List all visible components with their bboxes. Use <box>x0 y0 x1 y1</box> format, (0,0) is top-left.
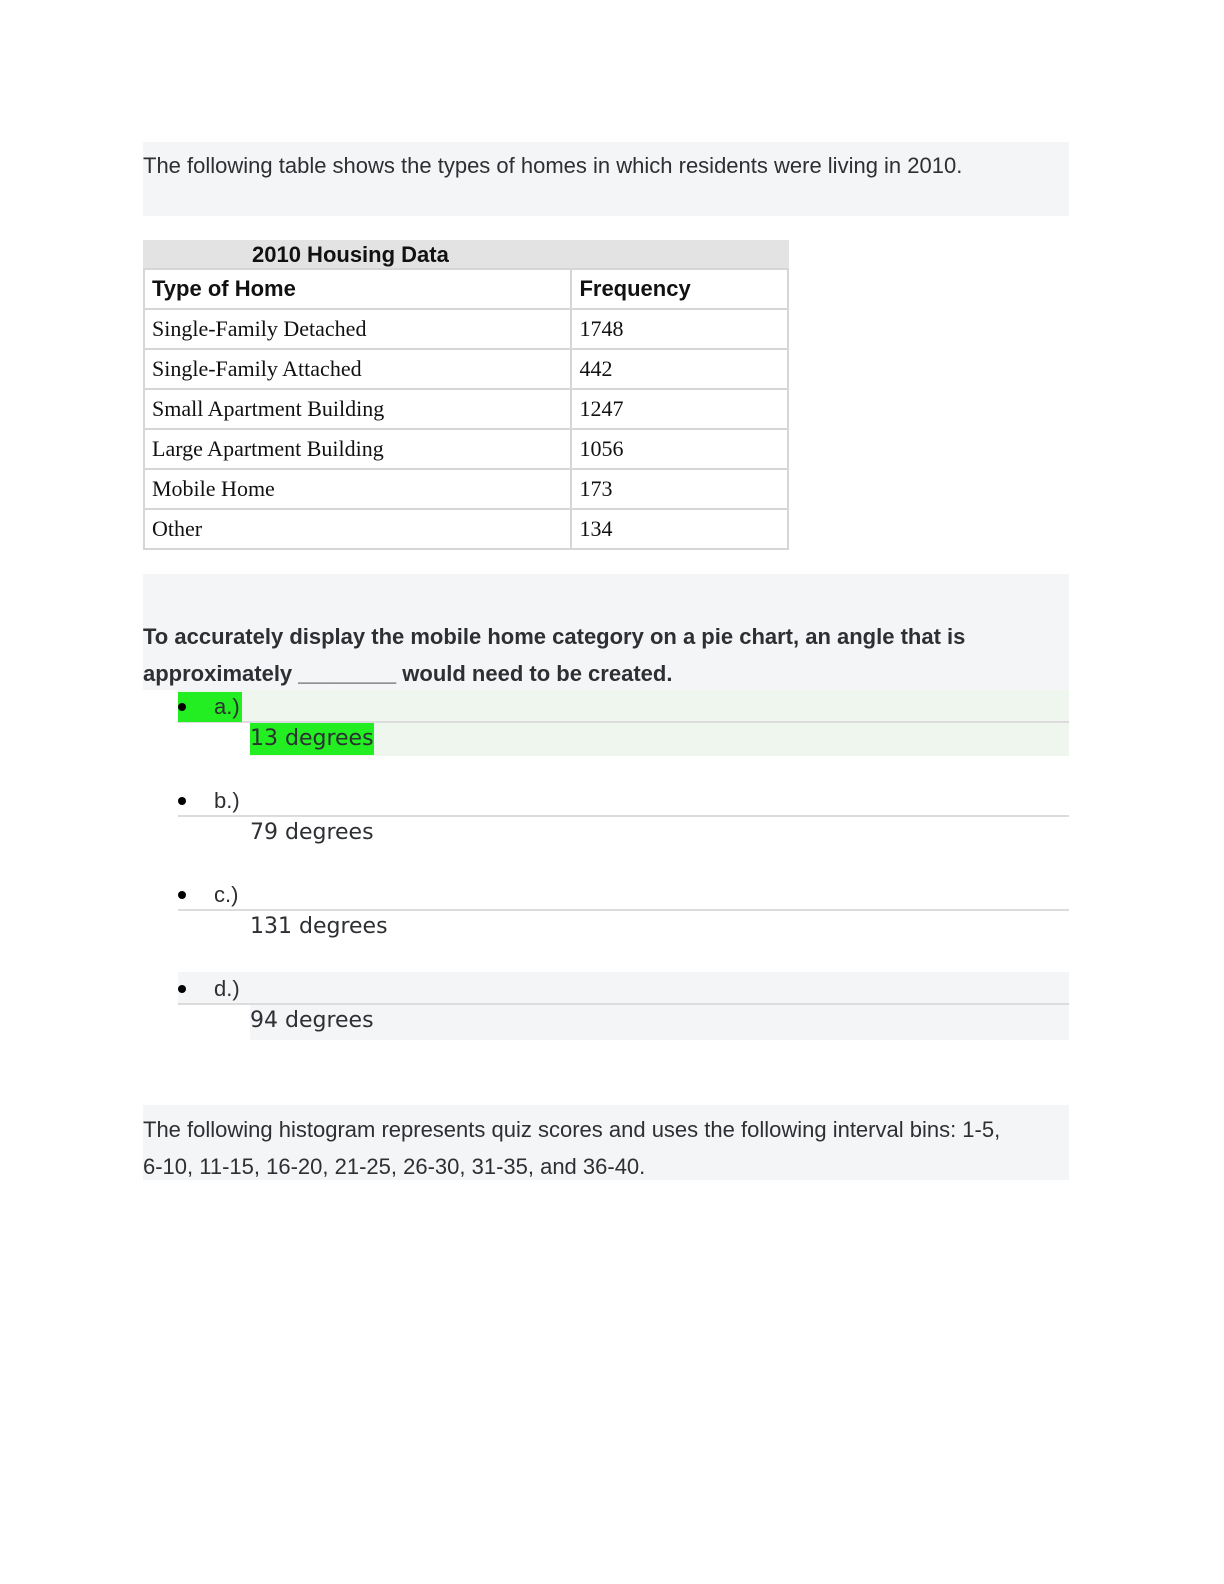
bullet-icon <box>178 797 186 805</box>
row-frequency: 173 <box>571 469 788 509</box>
intro-text-block <box>143 142 1069 216</box>
question-line-1: To accurately display the mobile home category on a pie chart, an angle that is <box>143 624 966 649</box>
row-frequency: 134 <box>571 509 788 549</box>
bullet-icon <box>178 891 186 899</box>
intro-text: The following table shows the types of homes in which residents were living in 2010. <box>143 153 963 178</box>
histogram-intro-line-1: The following histogram represents quiz scores and uses the following interval bins: 1-5, <box>143 1117 1001 1142</box>
choice-answer: 131 degrees <box>250 914 388 939</box>
choice-answer: 94 degrees <box>250 1008 374 1033</box>
table-row <box>144 389 788 429</box>
row-frequency: 442 <box>571 349 788 389</box>
choice-answer: 79 degrees <box>250 820 374 845</box>
housing-data-table <box>143 268 789 550</box>
row-type: Single-Family Attached <box>144 349 571 389</box>
choice-b[interactable] <box>178 784 1069 878</box>
histogram-intro-line-2: 6-10, 11-15, 16-20, 21-25, 26-30, 31-35, and 36-40. <box>143 1154 646 1179</box>
choice-head <box>178 878 1069 911</box>
table-row <box>144 509 788 549</box>
answer-choices <box>178 690 1069 1066</box>
table-row <box>144 429 788 469</box>
row-type: Mobile Home <box>144 469 571 509</box>
row-type: Single-Family Detached <box>144 309 571 349</box>
row-type: Other <box>144 509 571 549</box>
row-frequency: 1247 <box>571 389 788 429</box>
choice-letter: c.) <box>214 882 239 907</box>
header-frequency: Frequency <box>571 269 788 309</box>
housing-table <box>143 240 789 550</box>
choice-head <box>178 972 1069 1005</box>
table-row <box>144 349 788 389</box>
choice-letter: b.) <box>214 788 240 813</box>
choice-letter: d.) <box>214 976 240 1001</box>
histogram-intro-block <box>143 1105 1069 1180</box>
row-type: Large Apartment Building <box>144 429 571 469</box>
header-type-of-home: Type of Home <box>144 269 571 309</box>
choice-head <box>178 690 1069 723</box>
question-line-2: approximately ________ would need to be created. <box>143 661 673 686</box>
table-header-row <box>144 269 788 309</box>
choice-head <box>178 784 1069 817</box>
choice-answer: 13 degrees <box>250 723 374 755</box>
row-frequency: 1056 <box>571 429 788 469</box>
choice-d[interactable] <box>178 972 1069 1066</box>
bullet-icon <box>178 985 186 993</box>
bullet-icon <box>178 703 186 711</box>
table-caption: 2010 Housing Data <box>143 240 789 268</box>
row-type: Small Apartment Building <box>144 389 571 429</box>
table-row <box>144 309 788 349</box>
choice-letter: a.) <box>214 694 240 719</box>
choice-c[interactable] <box>178 878 1069 972</box>
question-block <box>143 574 1069 690</box>
row-frequency: 1748 <box>571 309 788 349</box>
table-row <box>144 469 788 509</box>
choice-a[interactable] <box>178 690 1069 784</box>
